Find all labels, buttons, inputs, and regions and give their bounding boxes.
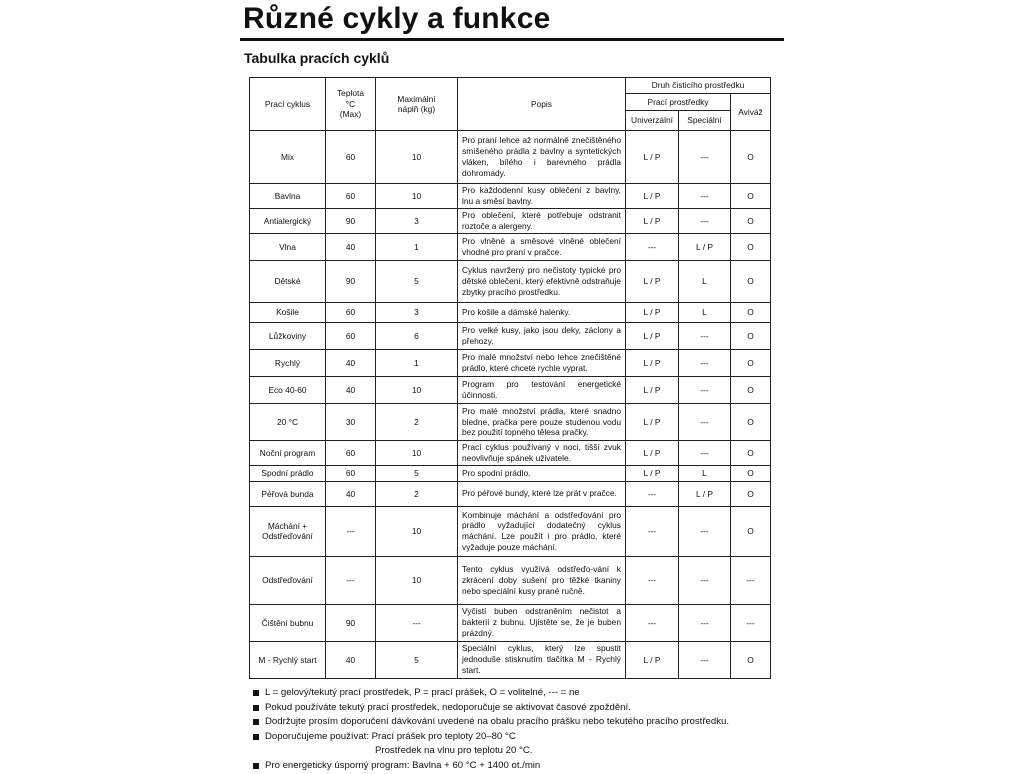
header-washing-agent: Prací prostředky — [626, 94, 731, 111]
cycle-name-cell: Péřová bunda — [250, 481, 326, 506]
universal-cell: --- — [626, 556, 679, 604]
max-load-cell: 6 — [376, 323, 458, 350]
description-cell: Pro velké kusy, jako jsou deky, záclony a přehozy. — [458, 323, 626, 350]
special-cell: --- — [679, 641, 731, 678]
table-row — [250, 481, 771, 506]
cycle-name-cell: Košile — [250, 303, 326, 323]
max-load-cell: 2 — [376, 481, 458, 506]
cycle-name-cell: Spodní prádlo — [250, 465, 326, 481]
cycle-name-cell: Mix — [250, 131, 326, 184]
description-cell: Pro košile a dámské halenky. — [458, 303, 626, 323]
temperature-cell: 60 — [326, 323, 376, 350]
description-cell: Pro malé množství prádla, které snadno bledne, pračka pere pouze studenou vodu bez použití topného tělesa pračky. — [458, 404, 626, 441]
max-load-cell: 1 — [376, 350, 458, 377]
temperature-cell: 60 — [326, 131, 376, 184]
max-load-cell: 3 — [376, 303, 458, 323]
max-load-cell: 10 — [376, 377, 458, 404]
header-detergent-type: Druh čisticího prostředku — [626, 78, 771, 94]
universal-cell: L / P — [626, 323, 679, 350]
description-cell: Prací cyklus používaný v noci, tišší zvuk neovlivňuje spánek uživatele. — [458, 441, 626, 466]
max-load-cell: 10 — [376, 131, 458, 184]
temperature-cell: 60 — [326, 184, 376, 209]
universal-cell: L / P — [626, 465, 679, 481]
universal-cell: L / P — [626, 404, 679, 441]
note-item — [253, 686, 783, 701]
softener-cell: O — [731, 303, 771, 323]
description-cell: Pro oblečení, které potřebuje odstranit roztoče a alergeny. — [458, 209, 626, 234]
max-load-cell: 1 — [376, 234, 458, 261]
universal-cell: --- — [626, 481, 679, 506]
temperature-cell: --- — [326, 556, 376, 604]
softener-cell: O — [731, 184, 771, 209]
temperature-cell: 60 — [326, 303, 376, 323]
universal-cell: L / P — [626, 350, 679, 377]
cycle-name-cell: M - Rychlý start — [250, 641, 326, 678]
header-temperature: Teplota °C (Max) — [326, 78, 376, 131]
special-cell: L / P — [679, 481, 731, 506]
cycle-name-cell: Odstřeďování — [250, 556, 326, 604]
title-divider — [240, 38, 784, 41]
note-text: Pokud používáte tekutý prací prostředek, nedoporučuje se aktivovat časové zpoždění. — [265, 701, 631, 713]
description-cell: Kombinuje máchání a odstřeďování pro prádlo vyžadující dodatečný cyklus máchání. Lze použít i pro prádlo, které vyžaduje pouze máchání. — [458, 506, 626, 556]
note-text: Pro energeticky úsporný program: Bavlna + 60 °C + 1400 ot./min — [265, 759, 541, 771]
note-text: L = gelový/tekutý prací prostředek, P = prací prášek, O = volitelné, --- = ne — [265, 687, 580, 698]
special-cell: L — [679, 303, 731, 323]
temperature-cell: 40 — [326, 481, 376, 506]
table-row — [250, 465, 771, 481]
max-load-cell: 2 — [376, 404, 458, 441]
note-item — [253, 759, 783, 774]
description-cell: Vyčistí buben odstraněním nečistot a bakterií z bubnu. Ujistěte se, že je buben prázdný. — [458, 604, 626, 641]
temperature-cell: 40 — [326, 641, 376, 678]
universal-cell: L / P — [626, 441, 679, 466]
note-text: Doporučujeme používat: Prací prášek pro teploty 20–80 °C — [265, 730, 516, 742]
special-cell: --- — [679, 131, 731, 184]
max-load-cell: 5 — [376, 465, 458, 481]
table-row — [250, 261, 771, 303]
max-load-cell: 5 — [376, 641, 458, 678]
universal-cell: --- — [626, 604, 679, 641]
softener-cell: O — [731, 350, 771, 377]
special-cell: --- — [679, 377, 731, 404]
cycle-name-cell: Máchání + Odstřeďování — [250, 506, 326, 556]
special-cell: --- — [679, 556, 731, 604]
softener-cell: O — [731, 209, 771, 234]
temperature-cell: 40 — [326, 377, 376, 404]
special-cell: L / P — [679, 234, 731, 261]
header-softener: Aviváž — [731, 94, 771, 131]
table-row — [250, 556, 771, 604]
softener-cell: O — [731, 323, 771, 350]
table-row — [250, 234, 771, 261]
table-row — [250, 184, 771, 209]
softener-cell: --- — [731, 556, 771, 604]
max-load-cell: 10 — [376, 441, 458, 466]
universal-cell: --- — [626, 506, 679, 556]
table-header — [250, 78, 771, 131]
description-cell: Pro vlněné a směsové vlněné oblečení vhodné pro praní v pračce. — [458, 234, 626, 261]
cycle-name-cell: Čištění bubnu — [250, 604, 326, 641]
softener-cell: O — [731, 404, 771, 441]
max-load-cell: 10 — [376, 556, 458, 604]
bullet-icon — [253, 763, 259, 769]
bullet-icon — [253, 734, 259, 740]
special-cell: L — [679, 465, 731, 481]
special-cell: --- — [679, 209, 731, 234]
softener-cell: --- — [731, 604, 771, 641]
softener-cell: O — [731, 506, 771, 556]
max-load-cell: --- — [376, 604, 458, 641]
cycle-name-cell: 20 °C — [250, 404, 326, 441]
table-row — [250, 404, 771, 441]
softener-cell: O — [731, 465, 771, 481]
temperature-cell: --- — [326, 506, 376, 556]
table-body — [250, 131, 771, 679]
description-cell: Tento cyklus využívá odstřeďo-vání k zkrácení doby sušení pro těžké tkaniny nebo speciální kusy prané ručně. — [458, 556, 626, 604]
cycle-name-cell: Vlna — [250, 234, 326, 261]
special-cell: --- — [679, 404, 731, 441]
special-cell: --- — [679, 604, 731, 641]
note-item — [253, 715, 783, 730]
table-row — [250, 209, 771, 234]
description-cell: Pro malé množství nebo lehce znečištěné prádlo, které chcete rychle vyprat. — [458, 350, 626, 377]
max-load-cell: 3 — [376, 209, 458, 234]
universal-cell: L / P — [626, 209, 679, 234]
description-cell: Pro praní lehce až normálně znečištěného smíšeného prádla z bavlny a syntetických vláken, bílého i barevného prádla dohromady. — [458, 131, 626, 184]
special-cell: --- — [679, 184, 731, 209]
temperature-cell: 30 — [326, 404, 376, 441]
softener-cell: O — [731, 441, 771, 466]
wash-cycles-table — [249, 77, 771, 679]
softener-cell: O — [731, 481, 771, 506]
special-cell: --- — [679, 506, 731, 556]
description-cell: Pro každodenní kusy oblečení z bavlny, lnu a směsí bavlny. — [458, 184, 626, 209]
softener-cell: O — [731, 234, 771, 261]
table-row — [250, 377, 771, 404]
note-text: Prostředek na vlnu pro teplotu 20 °C. — [375, 745, 533, 757]
table-row — [250, 350, 771, 377]
temperature-cell: 90 — [326, 261, 376, 303]
description-cell: Cyklus navržený pro nečistoty typické pro dětské oblečení, který efektivně odstraňuje zbytky pracího prostředku. — [458, 261, 626, 303]
notes-list — [253, 686, 783, 774]
note-continuation — [253, 744, 783, 759]
header-universal: Univerzální — [626, 111, 679, 131]
temperature-cell: 40 — [326, 350, 376, 377]
header-cycle: Prací cyklus — [250, 78, 326, 131]
temperature-cell: 40 — [326, 234, 376, 261]
table-row — [250, 131, 771, 184]
max-load-cell: 10 — [376, 506, 458, 556]
note-item — [253, 730, 783, 745]
bullet-icon — [253, 690, 259, 696]
universal-cell: L / P — [626, 641, 679, 678]
table-row — [250, 641, 771, 678]
cycle-name-cell: Lůžkoviny — [250, 323, 326, 350]
max-load-cell: 5 — [376, 261, 458, 303]
note-item — [253, 701, 783, 716]
bullet-icon — [253, 705, 259, 711]
temperature-cell: 60 — [326, 465, 376, 481]
header-description: Popis — [458, 78, 626, 131]
special-cell: --- — [679, 441, 731, 466]
table-row — [250, 441, 771, 466]
universal-cell: L / P — [626, 184, 679, 209]
description-cell: Pro spodní prádlo. — [458, 465, 626, 481]
max-load-cell: 10 — [376, 184, 458, 209]
cycle-name-cell: Antialergický — [250, 209, 326, 234]
special-cell: --- — [679, 350, 731, 377]
softener-cell: O — [731, 377, 771, 404]
table-row — [250, 604, 771, 641]
description-cell: Pro péřové bundy, které lze prát v pračce. — [458, 481, 626, 506]
table-row — [250, 323, 771, 350]
temperature-cell: 60 — [326, 441, 376, 466]
section-subtitle: Tabulka pracích cyklů — [244, 50, 390, 66]
note-text: Dodržujte prosím doporučení dávkování uvedené na obalu pracího prášku nebo tekutého pracího prostředku. — [265, 716, 729, 728]
header-special: Speciální — [679, 111, 731, 131]
page-title: Různé cykly a funkce — [243, 2, 551, 35]
temperature-cell: 90 — [326, 209, 376, 234]
special-cell: --- — [679, 323, 731, 350]
temperature-cell: 90 — [326, 604, 376, 641]
cycle-name-cell: Noční program — [250, 441, 326, 466]
cycle-name-cell: Rychlý — [250, 350, 326, 377]
universal-cell: L / P — [626, 131, 679, 184]
universal-cell: L / P — [626, 261, 679, 303]
description-cell: Program pro testování energetické účinnosti. — [458, 377, 626, 404]
universal-cell: L / P — [626, 377, 679, 404]
special-cell: L — [679, 261, 731, 303]
softener-cell: O — [731, 261, 771, 303]
softener-cell: O — [731, 131, 771, 184]
header-max-load: Maximální náplň (kg) — [376, 78, 458, 131]
cycle-name-cell: Eco 40-60 — [250, 377, 326, 404]
description-cell: Speciální cyklus, který lze spustit jednoduše stisknutím tlačítka M - Rychlý start. — [458, 641, 626, 678]
cycle-name-cell: Dětské — [250, 261, 326, 303]
table-row — [250, 506, 771, 556]
universal-cell: --- — [626, 234, 679, 261]
table-row — [250, 303, 771, 323]
cycle-name-cell: Bavlna — [250, 184, 326, 209]
bullet-icon — [253, 719, 259, 725]
softener-cell: O — [731, 641, 771, 678]
universal-cell: L / P — [626, 303, 679, 323]
